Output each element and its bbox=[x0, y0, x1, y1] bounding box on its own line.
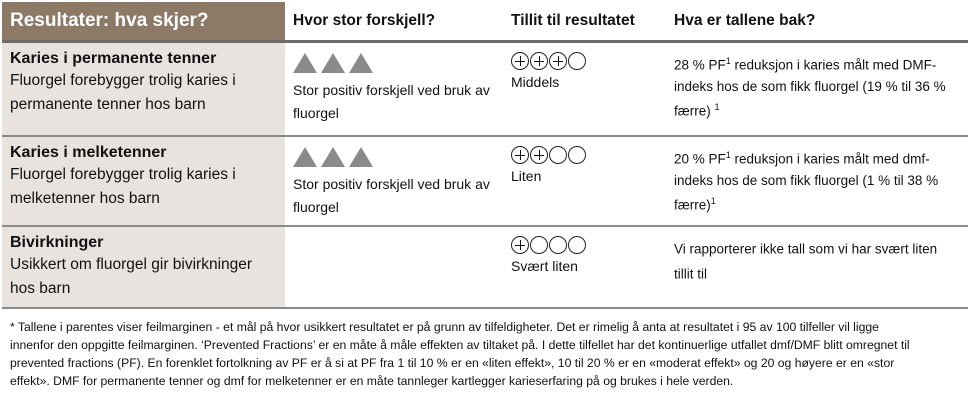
triangle-icon bbox=[321, 147, 345, 167]
certainty-cell bbox=[503, 43, 666, 135]
footnote bbox=[10, 318, 965, 390]
numbers-sup2: 1 bbox=[714, 101, 720, 112]
triangle-icon bbox=[293, 53, 317, 73]
numbers-main: Vi rapporterer ikke tall som vi har svært liten tillit til bbox=[674, 241, 938, 281]
plus-circle-icon bbox=[530, 146, 548, 164]
numbers-sup2: 1 bbox=[710, 195, 716, 206]
outcome-description: Fluorgel forebygger trolig karies i permanente tenner hos barn bbox=[10, 72, 236, 113]
numbers-cell bbox=[666, 227, 968, 307]
results-table bbox=[2, 2, 968, 309]
empty-circle-icon bbox=[549, 236, 567, 254]
outcome-title: Karies i melketenner bbox=[10, 144, 167, 161]
header-results: Resultater: hva skjer? bbox=[2, 2, 285, 40]
difference-cell bbox=[285, 43, 503, 135]
footnote-line: effekt». DMF for permanente tenner og dmf for melketenner er en måte tannleger kartlegger karieserfaring på og brukes i hele verden. bbox=[10, 374, 734, 388]
numbers-main: reduksjon i karies målt med DMF-indeks hos de som fikk fluorgel (19 % til 36 % færre) bbox=[674, 57, 946, 118]
certainty-label: Middels bbox=[511, 74, 560, 90]
outcome-cell bbox=[2, 227, 285, 307]
plus-circle-icon bbox=[549, 52, 567, 70]
header-certainty: Tillit til resultatet bbox=[511, 12, 635, 29]
footnote-line: innenfor den oppgitte feilmarginen. ‘Prevented Fractions’ er en måte å måle effekten av tiltaket på. I dette tilfellet har det kontinuerlige utfallet dmf/DMF blitt omregnet til bbox=[10, 338, 910, 352]
certainty-cell bbox=[503, 227, 666, 307]
outcome-cell bbox=[2, 43, 285, 135]
certainty-label: Liten bbox=[511, 168, 542, 184]
plus-circle-icon bbox=[511, 146, 529, 164]
empty-circle-icon bbox=[568, 236, 586, 254]
table-row bbox=[2, 43, 968, 137]
triangle-icon bbox=[349, 53, 373, 73]
outcome-title: Bivirkninger bbox=[10, 234, 104, 251]
certainty-rating bbox=[511, 52, 658, 72]
table-header bbox=[2, 2, 968, 43]
certainty-label: Svært liten bbox=[511, 258, 578, 274]
numbers-text bbox=[674, 51, 960, 121]
triangle-icon bbox=[293, 147, 317, 167]
difference-text: Stor positiv forskjell ved bruk av fluorgel bbox=[293, 82, 490, 121]
plus-circle-icon bbox=[511, 52, 529, 70]
header-numbers: Hva er tallene bak? bbox=[674, 12, 816, 29]
difference-cell bbox=[285, 227, 503, 307]
numbers-text bbox=[674, 235, 960, 284]
numbers-text bbox=[674, 145, 960, 215]
outcome-cell bbox=[2, 137, 285, 225]
numbers-pre: 20 % PF bbox=[674, 151, 726, 167]
footnote-line: prevented fractions (PF). En forenklet fortolkning av PF er å si at PF fra 1 til 10 % er en «liten effekt», 10 til 20 % er en «moderat effekt» og 20 og høyere er en «stor bbox=[10, 356, 895, 370]
outcome-description: Fluorgel forebygger trolig karies i melketenner hos barn bbox=[10, 166, 236, 207]
empty-circle-icon bbox=[568, 146, 586, 164]
difference-cell bbox=[285, 137, 503, 225]
numbers-cell bbox=[666, 137, 968, 225]
certainty-rating bbox=[511, 236, 658, 256]
numbers-main: reduksjon i karies målt med dmf-indeks hos de som fikk fluorgel (1 % til 38 % færre) bbox=[674, 151, 939, 212]
outcome-title: Karies i permanente tenner bbox=[10, 50, 217, 67]
table-row bbox=[2, 137, 968, 227]
numbers-sup1: 1 bbox=[725, 56, 731, 66]
difference-triangles bbox=[293, 147, 495, 169]
numbers-sup1: 1 bbox=[725, 150, 731, 160]
difference-triangles bbox=[293, 53, 495, 75]
plus-circle-icon bbox=[511, 236, 529, 254]
triangle-icon bbox=[321, 53, 345, 73]
numbers-pre: 28 % PF bbox=[674, 57, 726, 73]
certainty-rating bbox=[511, 146, 658, 166]
certainty-cell bbox=[503, 137, 666, 225]
empty-circle-icon bbox=[530, 236, 548, 254]
empty-circle-icon bbox=[549, 146, 567, 164]
footnote-line: * Tallene i parentes viser feilmarginen - et mål på hvor usikkert resultatet er på grunn av tilfeldigheter. Det er rimelig å anta at resultatet i 95 av 100 tilfeller vil ligge bbox=[10, 320, 879, 334]
difference-text: Stor positiv forskjell ved bruk av fluorgel bbox=[293, 176, 490, 215]
empty-circle-icon bbox=[568, 52, 586, 70]
triangle-icon bbox=[349, 147, 373, 167]
outcome-description: Usikkert om fluorgel gir bivirkninger hos barn bbox=[10, 256, 253, 297]
plus-circle-icon bbox=[530, 52, 548, 70]
table-row bbox=[2, 227, 968, 309]
numbers-cell bbox=[666, 43, 968, 135]
header-difference: Hvor stor forskjell? bbox=[293, 12, 436, 29]
